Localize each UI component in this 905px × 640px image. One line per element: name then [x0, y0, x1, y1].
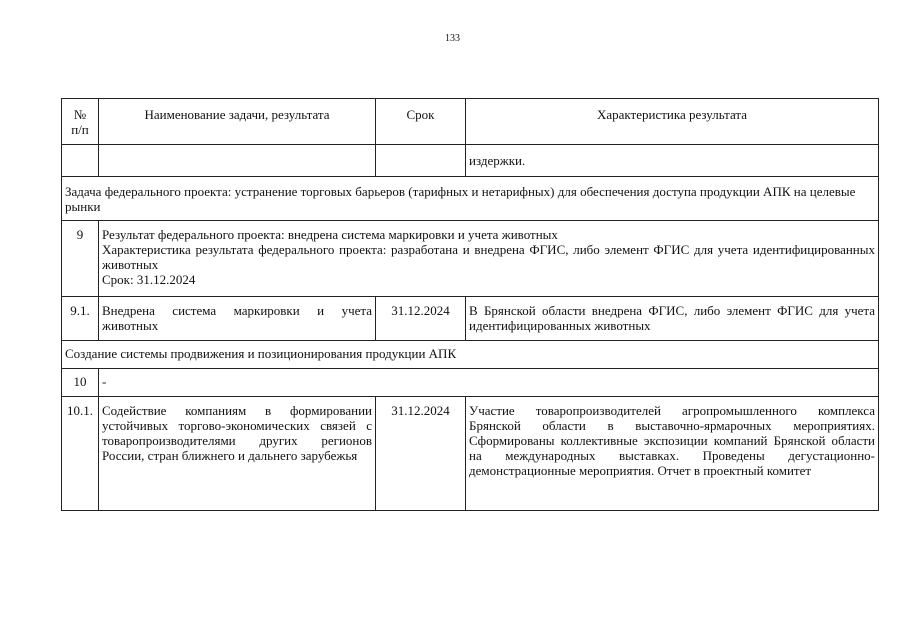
cell-name: [99, 145, 376, 177]
cell-num: 9: [62, 221, 99, 297]
header-characteristic: Характеристика результата: [466, 99, 879, 145]
header-num: [62, 99, 99, 145]
results-table: [61, 98, 879, 511]
result-federal-characteristic: Характеристика результата федерального проекта: разработана и внедрена ФГИС, либо элемент ФГИС для учета идентифицированных животных: [102, 242, 875, 272]
section-task-federal: Задача федерального проекта: устранение торговых барьеров (тарифных и нетарифных) для обеспечения доступа продукции АПК на целевые рынки: [62, 177, 879, 221]
cell-text: -: [99, 369, 879, 397]
header-term: Срок: [376, 99, 466, 145]
table-header-row: [62, 99, 879, 145]
cell-term: 31.12.2024: [376, 297, 466, 341]
table-row: [62, 369, 879, 397]
cell-name: Содействие компаниям в формировании устойчивых торгово-экономических связей с товаропроизводителями других регионов России, стран ближнего и дальнего зарубежья: [99, 397, 376, 511]
header-num-abbrev: п/п: [71, 122, 89, 137]
cell-num: [62, 145, 99, 177]
table-row: [62, 297, 879, 341]
page-number: 133: [445, 33, 460, 44]
section-row: [62, 177, 879, 221]
cell-characteristic: Участие товаропроизводителей агропромышленного комплекса Брянской области в выставочно-ярмарочных мероприятиях. Сформированы коллективные экспозиции компаний Брянской области на международных выставках. Проведены дегустационно-демонстрационные мероприятия. Отчет в проектный комитет: [466, 397, 879, 511]
header-name: Наименование задачи, результата: [99, 99, 376, 145]
result-federal-term: Срок: 31.12.2024: [102, 272, 196, 287]
section-row: [62, 341, 879, 369]
table-row: [62, 397, 879, 511]
cell-num: 10: [62, 369, 99, 397]
cell-characteristic: В Брянской области внедрена ФГИС, либо элемент ФГИС для учета идентифицированных животных: [466, 297, 879, 341]
cell-num: 10.1.: [62, 397, 99, 511]
cell-characteristic: издержки.: [466, 145, 879, 177]
cell-term: 31.12.2024: [376, 397, 466, 511]
cell-name: Внедрена система маркировки и учета животных: [99, 297, 376, 341]
cell-num: 9.1.: [62, 297, 99, 341]
cell-result-federal: [99, 221, 879, 297]
result-federal-title: Результат федерального проекта: внедрена система маркировки и учета животных: [102, 227, 558, 242]
table-row: [62, 221, 879, 297]
section-task-promotion: Создание системы продвижения и позиционирования продукции АПК: [62, 341, 879, 369]
header-num-symbol: №: [73, 107, 87, 122]
cell-term: [376, 145, 466, 177]
table-row: [62, 145, 879, 177]
